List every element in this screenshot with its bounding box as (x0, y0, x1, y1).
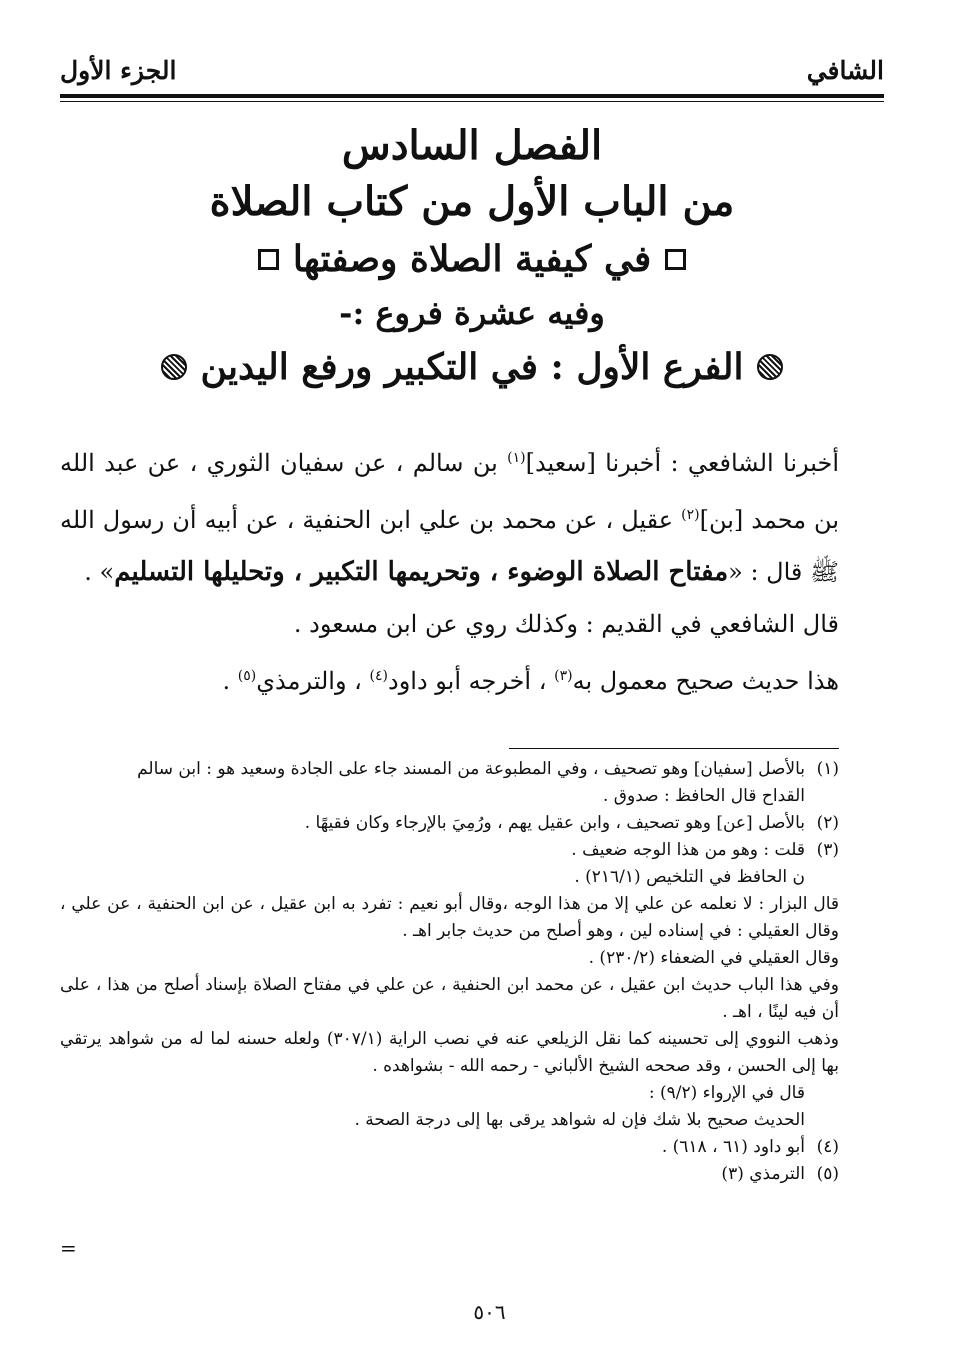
footnote-body (60, 756, 805, 810)
square-ornament-icon (258, 249, 279, 270)
branches-line: وفيه عشرة فروع :- (339, 294, 605, 332)
chapter-title: الفصل السادس (341, 122, 603, 169)
footnote-body (60, 810, 805, 837)
footnote-1 (60, 756, 839, 810)
footnote-body (60, 1134, 805, 1161)
paragraph-grading (60, 650, 839, 707)
circle-ornament-icon (161, 354, 187, 380)
footnote-line: وذهب النووي إلى تحسينه كما نقل الزيلعي عنه في نصب الراية (٣٠٧/١) ولعله حسنه لما له من شواهد يرتقي بها إلى الحسن ، وقد صححه الشيخ الألباني - رحمه الله - بشواهده . (60, 1029, 839, 1076)
footnote-line: القداح قال الحافظ : صدوق . (602, 786, 805, 806)
part-title: من الباب الأول من كتاب الصلاة (209, 178, 735, 225)
footnote-body (60, 1161, 805, 1188)
footnote-line: ن الحافظ في التلخيص (٢١٦/١) . (574, 867, 805, 887)
chapter-titles (60, 118, 884, 396)
first-branch-heading (60, 338, 884, 396)
footnote-line: أبو داود (٦١ ، ٦١٨) . (661, 1137, 805, 1157)
footnote-number: (٥) (816, 1164, 839, 1184)
footnote-number: (٤) (816, 1137, 839, 1157)
footnote-3-continued (60, 891, 839, 1134)
footnote-ref[interactable]: (٤) (369, 668, 389, 684)
footnote-body (60, 837, 805, 891)
footnote-line: الترمذي (٣) (721, 1164, 805, 1184)
book-title: الشافي (806, 55, 884, 85)
continuation-mark: = (60, 1236, 77, 1260)
footnote-number: (١) (816, 759, 839, 779)
main-text (60, 432, 839, 707)
footnote-4 (60, 1134, 839, 1161)
paragraph-isnad (60, 432, 839, 598)
footnote-separator (509, 748, 839, 749)
footnote-line: وقال العقيلي في الضعفاء (٢٣٠/٢) . (588, 948, 839, 968)
paragraph-shafii: قال الشافعي في القديم : وكذلك روي عن ابن مسعود . (293, 610, 839, 638)
text-run: ، والترمذي (256, 667, 370, 695)
footnote-number: (٣) (816, 840, 839, 860)
footnote-number: (٢) (816, 813, 839, 833)
text-run: أخبرنا الشافعي : أخبرنا [سعيد] (525, 449, 839, 477)
text-run: بن سالم ، عن سفيان الثوري ، عن عبد الله بن محمد [بن] (60, 449, 840, 534)
hadith-text: مفتاح الصلاة الوضوء ، وتحريمها التكبير ، وتحليلها التسليم (114, 557, 729, 587)
text-run: هذا حديث صحيح معمول به (572, 667, 839, 695)
footnote-3 (60, 837, 839, 891)
running-head (60, 50, 884, 90)
header-rule-thin (60, 101, 884, 102)
footnote-line: بالأصل [عن] وهو تصحيف ، وابن عقيل يهم ، ورُمِيَ بالإرجاء وكان فقيهًا . (304, 813, 805, 833)
footnote-ref[interactable]: (١) (507, 450, 526, 466)
text-run: . (222, 667, 238, 695)
footnote-5 (60, 1161, 839, 1188)
page-number: ٥٠٦ (473, 1300, 506, 1324)
footnote-line: قال البزار : لا نعلمه عن علي إلا من هذا الوجه ،وقال أبو نعيم : تفرد به ابن عقيل ، عن ابن الحنفية ، عن علي ، وقال العقيلي : في إسناده لين ، وهو أصلح من حديث جابر اهـ . (60, 894, 839, 941)
header-rule-thick (60, 94, 884, 98)
footnote-line: بالأصل [سفيان] وهو تصحيف ، وفي المطبوعة من المسند جاء على الجادة وسعيد هو : ابن سالم (137, 759, 805, 779)
circle-ornament-icon (757, 354, 783, 380)
text-run: ، أخرجه أبو داود (388, 667, 555, 695)
footnote-line: قلت : وهو من هذا الوجه ضعيف . (571, 840, 805, 860)
topic-text: في كيفية الصلاة وصفتها (292, 238, 652, 280)
footnote-ref[interactable]: (٣) (554, 668, 573, 684)
text-run: » . (84, 558, 115, 586)
footnote-2 (60, 810, 839, 837)
first-branch-text: الفرع الأول : في التكبير ورفع اليدين (200, 346, 744, 388)
footnote-ref[interactable]: (٥) (237, 668, 257, 684)
footnotes (60, 756, 839, 1188)
footnote-ref[interactable]: (٢) (681, 507, 700, 523)
text-run: عقيل ، عن محمد بن علي ابن الحنفية ، عن أبيه أن رسول الله ﷺ قال : « (60, 506, 839, 586)
square-ornament-icon (665, 249, 686, 270)
footnote-line: قال في الإرواء (٩/٢) : (648, 1083, 805, 1103)
footnote-line: وفي هذا الباب حديث ابن عقيل ، عن محمد ابن الحنفية ، عن علي في مفتاح الصلاة بإسناد أصلح من هذا ، على أن فيه لينًا ، اهـ . (60, 975, 839, 1022)
volume-label: الجزء الأول (60, 55, 177, 85)
topic-heading (60, 230, 884, 288)
footnote-line: الحديث صحيح بلا شك فإن له شواهد يرقى بها إلى درجة الصحة . (354, 1110, 805, 1130)
